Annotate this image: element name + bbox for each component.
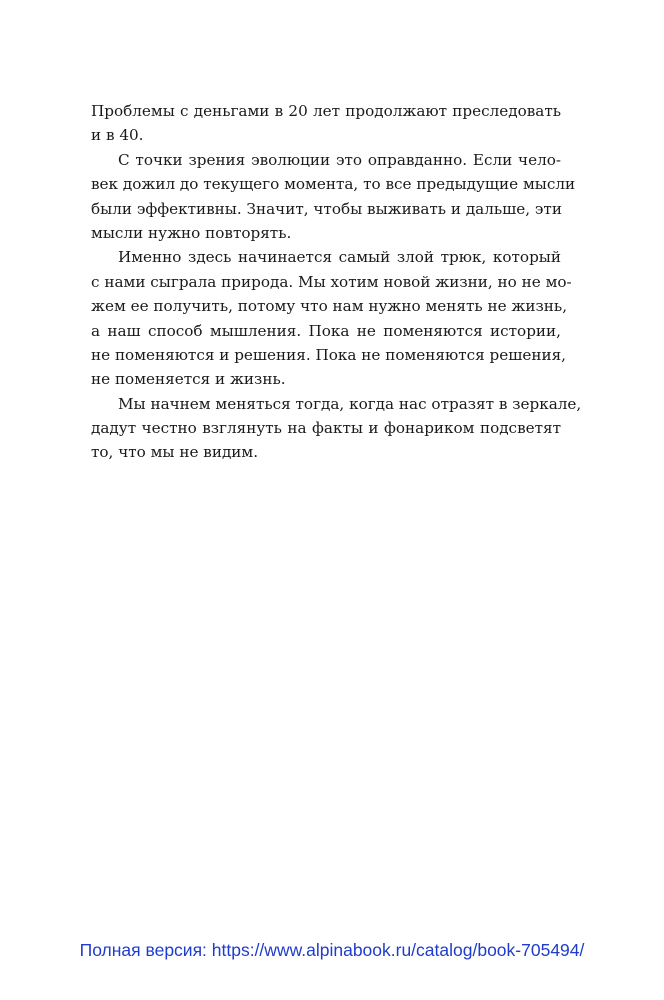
paragraph [91,245,572,391]
body-text [91,99,582,465]
text-line: Именно здесь начинается самый злой трюк, который [118,248,561,267]
paragraph [91,148,576,246]
text-line: не поменяется и жизнь. [91,370,286,389]
text-line: то, что мы не видим. [91,443,259,462]
text-line: были эффективны. Значит, чтобы выживать и дальше, эти [91,199,562,218]
text-line: и в 40. [91,126,144,145]
full-version-link[interactable]: Полная версия: https://www.alpinabook.ru/catalog/book-705494/ [79,940,585,960]
text-line: не поменяются и решения. Пока не поменяются решения, [91,345,566,364]
text-line: Проблемы с деньгами в 20 лет продолжают преследовать [91,102,561,120]
text-line: жем ее получить, потому что нам нужно менять не жизнь, [91,297,568,316]
text-line: мысли нужно повторять. [91,223,292,242]
text-line: С точки зрения эволюции это оправданно. Если чело- [118,150,561,169]
paragraph [91,99,561,148]
text-line: а наш способ мышления. Пока не поменяются истории, [91,321,561,340]
paragraph [91,392,582,465]
text-line: дадут честно взглянуть на факты и фонариком подсветят [91,419,561,438]
text-line: век дожил до текущего момента, то все предыдущие мысли [91,175,576,194]
text-line: с нами сыграла природа. Мы хотим новой жизни, но не мо- [91,272,572,291]
text-line: Мы начнем меняться тогда, когда нас отразят в зеркале, [118,394,582,413]
